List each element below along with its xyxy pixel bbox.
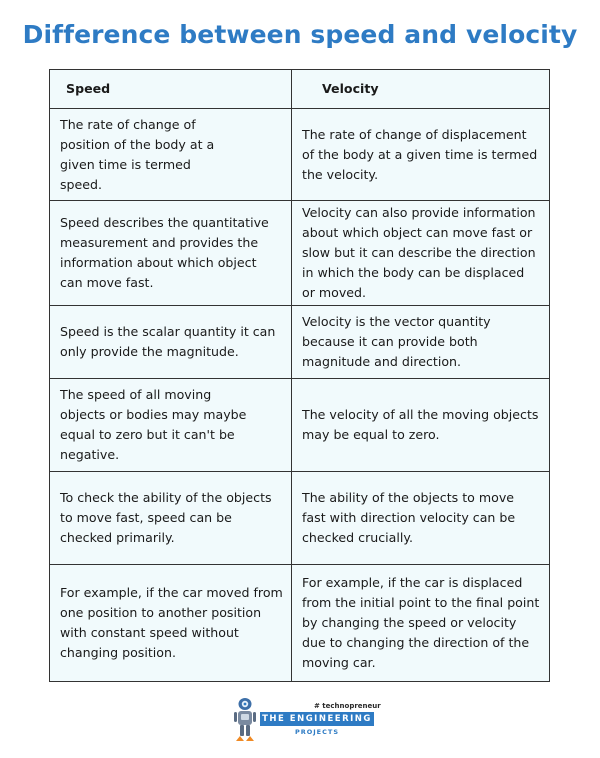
speed-cell	[50, 109, 292, 201]
table-row	[50, 201, 550, 306]
column-header-speed: Speed	[50, 70, 292, 109]
speed-cell	[50, 472, 292, 565]
velocity-cell	[292, 565, 550, 682]
logo-brand-banner: THE ENGINEERING	[260, 712, 374, 726]
speed-cell	[50, 379, 292, 472]
speed-cell	[50, 565, 292, 682]
table-row	[50, 109, 550, 201]
velocity-cell-text: The ability of the objects to move fast with direction velocity can be checked crucially.	[302, 490, 516, 545]
logo-tagline: # technopreneur	[314, 702, 381, 710]
velocity-cell	[292, 306, 550, 379]
logo-brand-sub: PROJECTS	[294, 728, 340, 736]
velocity-cell	[292, 109, 550, 201]
velocity-cell	[292, 379, 550, 472]
velocity-cell	[292, 201, 550, 306]
table-row	[50, 379, 550, 472]
table-row	[50, 472, 550, 565]
speed-cell-text: Speed describes the quantitative measurement and provides the information about which object can move fast.	[60, 215, 269, 290]
table-row	[50, 565, 550, 682]
speed-cell	[50, 306, 292, 379]
speed-cell-text: Speed is the scalar quantity it can only provide the magnitude.	[60, 324, 276, 359]
table-row	[50, 306, 550, 379]
velocity-cell	[292, 472, 550, 565]
speed-cell-text: The speed of all moving objects or bodies may maybe equal to zero but it can't be negative.	[60, 387, 247, 462]
speed-cell	[50, 201, 292, 306]
velocity-cell-text: The velocity of all the moving objects may be equal to zero.	[302, 407, 539, 442]
velocity-cell-text: For example, if the car is displaced from the initial point to the final point by changing the speed or velocity due to changing the direction of the moving car.	[302, 575, 540, 670]
velocity-cell-text: Velocity is the vector quantity because it can provide both magnitude and direction.	[302, 314, 491, 369]
brand-logo	[232, 694, 381, 744]
velocity-cell-text: The rate of change of displacement of the body at a given time is termed the velocity.	[302, 126, 538, 182]
speed-cell-text: To check the ability of the objects to move fast, speed can be checked primarily.	[60, 490, 272, 545]
comparison-table	[49, 69, 550, 682]
speed-cell-text: For example, if the car moved from one position to another position with constant speed without changing position.	[60, 585, 283, 660]
column-header-velocity: Velocity	[292, 70, 550, 109]
robot-mascot-icon	[232, 694, 258, 742]
page-title: Difference between speed and velocity	[22, 20, 578, 49]
table-header-row	[50, 70, 550, 109]
velocity-cell-text: Velocity can also provide information about which object can move fast or slow but it can describe the direction in which the body can be displaced or moved.	[302, 205, 536, 300]
speed-cell-text: The rate of change of position of the body at a given time is termed speed.	[60, 116, 215, 192]
